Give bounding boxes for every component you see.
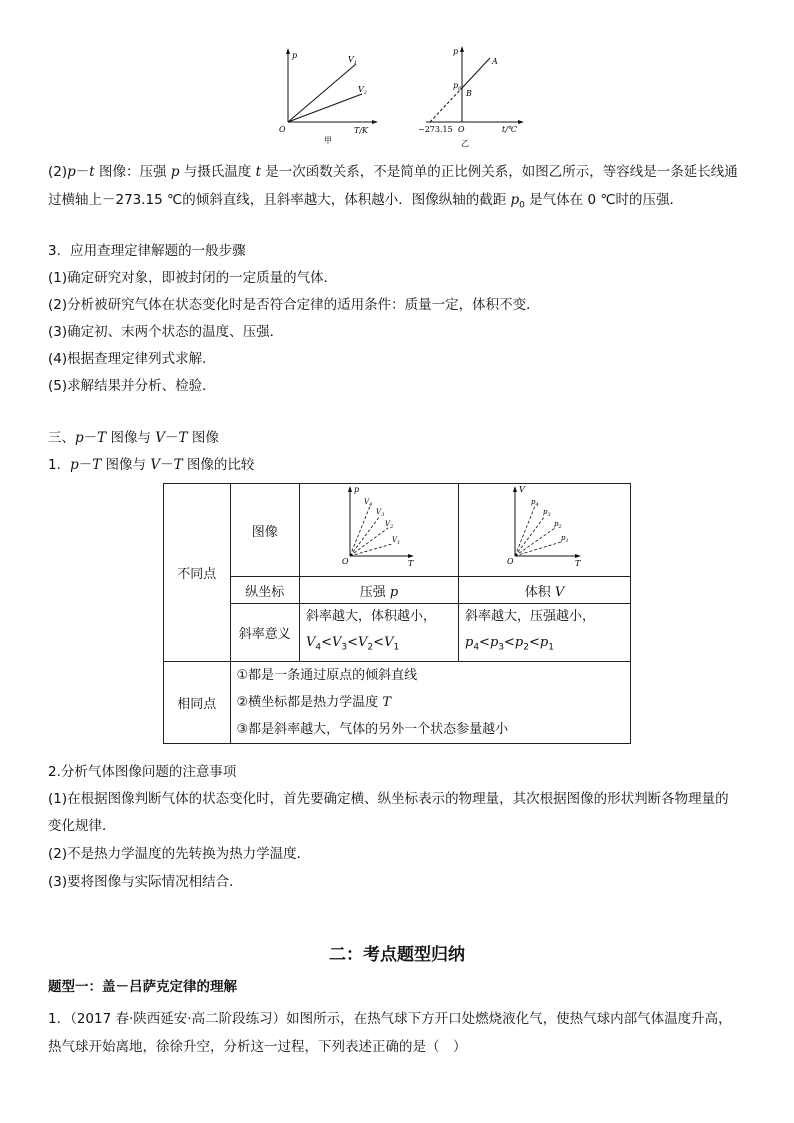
cell-img: 图像: [230, 484, 299, 577]
sec-three-title: 三、p－T 图像与 V－T 图像: [48, 430, 219, 446]
cell-same: 相同点: [164, 661, 231, 743]
vt-line-p3: $p_3$: [542, 508, 551, 518]
para2-line1: (2)p－t 图像：压强 p 与摄氏温度 t 是一次函数关系，不是简单的正比例关系，如图乙所示，等容线是一条延长线通: [48, 164, 738, 180]
cell-pt-slope: 斜率越大，体积越小， $V_4<V_3<V_2<V_1$: [299, 604, 458, 662]
jia-line1-label: $V_1$: [348, 55, 357, 66]
figure-yi: [416, 44, 528, 148]
sec3-item-1: (1)确定研究对象，即被封闭的一定质量的气体．: [48, 270, 338, 286]
vt-figure: [459, 484, 630, 572]
comparison-table: [163, 483, 631, 744]
part2-title: 二：考点题型归纳: [329, 945, 465, 965]
jia-y-label: p: [292, 51, 298, 60]
sec3-title: 3．应用查理定律解题的一般步骤: [48, 243, 246, 259]
jia-origin: O: [279, 125, 286, 134]
yi-p0-label: $p_0$: [453, 81, 462, 92]
sec3-item-5: (5)求解结果并分析、检验．: [48, 378, 216, 394]
cell-vt-figure: [458, 484, 630, 577]
cell-same-content: [230, 661, 630, 743]
pt-y-label: p: [353, 485, 360, 494]
pt-line-v3: $V_3$: [375, 508, 385, 518]
jia-line2-label: $V_2$: [358, 85, 367, 96]
yi-x-label: t/℃: [502, 125, 517, 134]
sec2-line-2: 变化规律．: [48, 818, 116, 834]
type1-title: 题型一：盖－吕萨克定律的理解: [48, 979, 237, 995]
sec2-line-4: (3)要将图像与实际情况相结合．: [48, 874, 243, 890]
yi-neg-value: −273.15: [418, 125, 453, 134]
cell-pt-figure: [299, 484, 458, 577]
sec3-item-3: (3)确定初、末两个状态的温度、压强．: [48, 324, 284, 340]
same-item-3: ③都是斜率越大，气体的另外一个状态参量越小: [236, 721, 509, 737]
same-item-1: ①都是一条通过原点的倾斜直线: [236, 667, 418, 683]
cell-vt-slope: 斜率越大，压强越小， $p_4<p_3<p_2<p_1$: [458, 604, 630, 662]
yi-point-a: A: [492, 57, 498, 66]
sec3-item-4: (4)根据查理定律列式求解．: [48, 351, 216, 367]
same-item-2: ②横坐标都是热力学温度 T: [236, 694, 391, 710]
sec2-title: 2.分析气体图像问题的注意事项: [48, 764, 237, 780]
yi-y-label: p: [453, 47, 459, 56]
vt-line-p4: $p_4$: [530, 498, 539, 508]
cell-diff: 不同点: [164, 484, 231, 662]
pt-origin: O: [341, 557, 349, 566]
figure-jia: [276, 44, 386, 144]
sec2-line-3: (2)不是热力学温度的先转换为热力学温度．: [48, 846, 311, 862]
pt-line-v4: $V_4$: [363, 498, 373, 508]
question1-line1: 1．（2017 春·陕西延安·高二阶段练习）如图所示，在热气球下方开口处燃烧液化气，使热气球内部气体温度升高，: [48, 1011, 732, 1027]
vt-line-p2: $p_2$: [553, 520, 562, 530]
yi-caption: 乙: [461, 139, 469, 148]
pt-x-label: T: [407, 559, 414, 568]
sec3-item-2: (2)分析被研究气体在状态变化时是否符合定律的适用条件：质量一定，体积不变．: [48, 297, 540, 313]
cell-slope: 斜率意义: [230, 604, 299, 662]
yi-point-b: B: [466, 89, 472, 98]
vt-origin: O: [506, 557, 514, 566]
cell-pt-ordinate: 压强 p: [299, 577, 458, 604]
vt-x-label: T: [574, 559, 581, 568]
jia-caption: 甲: [324, 136, 332, 144]
question1-line2: 热气球开始离地，徐徐升空，分析这一过程，下列表述正确的是（ ）: [48, 1039, 467, 1055]
cell-ordinate: 纵坐标: [230, 577, 299, 604]
pt-figure: [300, 484, 458, 572]
pt-line-v2: $V_2$: [384, 520, 394, 530]
jia-x-label: T/K: [354, 126, 369, 135]
vt-y-label: V: [518, 485, 525, 494]
sec2-line-1: (1)在根据图像判断气体的状态变化时，首先要确定横、纵坐标表示的物理量，其次根据图像的形状判断各物理量的: [48, 791, 729, 807]
para2-line2: 过横轴上－273.15 ℃的倾斜直线，且斜率越大，体积越小．图像纵轴的截距 $p_0$ 是气体在 0 ℃时的压强．: [48, 192, 683, 211]
cell-vt-ordinate: 体积 V: [458, 577, 630, 604]
sec-three-subtitle: 1．p－T 图像与 V－T 图像的比较: [48, 457, 255, 473]
yi-origin: O: [458, 125, 465, 134]
vt-line-p1: $p_1$: [560, 534, 569, 544]
pt-line-v1: $V_1$: [391, 536, 401, 546]
